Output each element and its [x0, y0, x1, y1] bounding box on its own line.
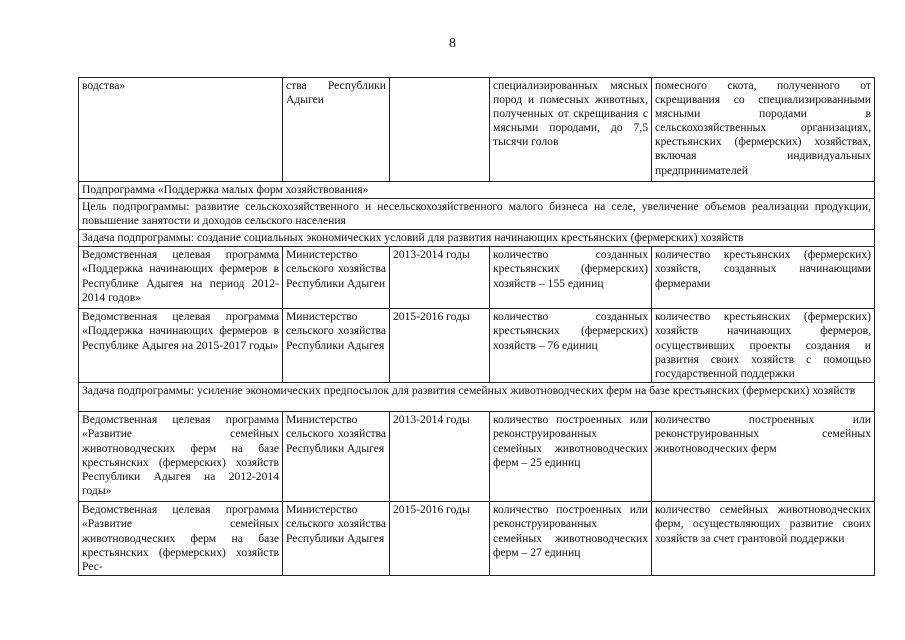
program-table — [78, 77, 875, 576]
section-heading-cell: Задача подпрограммы: усиление экономических предпосылок для развития семейных животноводческих ферм на базе крестьянских (фермерских) хозяйств — [79, 383, 875, 412]
section-row — [79, 383, 875, 412]
executor-cell: ства Республики Адыгеи — [283, 78, 390, 182]
indicator-cell: количество крестьянских (фермерских) хозяйств начинающих фермеров, осуществивших проекты создания и развития своих хозяйств с помощью государственной поддержки — [652, 309, 875, 383]
expected-result-cell: количество созданных крестьянских (фермерских) хозяйств – 76 единиц — [490, 309, 652, 383]
indicator-cell: количество построенных или реконструированных семейных животноводческих ферм — [652, 412, 875, 502]
period-cell: 2013-2014 годы — [390, 412, 490, 502]
period-cell: 2015-2016 годы — [390, 309, 490, 383]
indicator-cell: помесного скота, полученного от скрещивания со специализированными мясными породами в сельскохозяйственных организациях, крестьянских (фермерских) хозяйствах, включая индивидуальных предпринимателей — [652, 78, 875, 182]
program-name-cell: Ведомственная целевая программа «Развитие семейных животноводческих ферм на базе крестьянских (фермерских) хозяйств Республики Адыгея на 2012-2014 годы» — [79, 412, 283, 502]
section-row — [79, 182, 875, 199]
expected-result-cell: специализированных мясных пород и помесных животных, полученных от скрещивания с мясными породами, до 7,5 тысячи голов — [490, 78, 652, 182]
table-row — [79, 247, 875, 309]
program-name-cell: водства» — [79, 78, 283, 182]
executor-cell: Министерство сельского хозяйства Республики Адыгея — [283, 412, 390, 502]
indicator-cell: количество семейных животноводческих ферм, осуществляющих развитие своих хозяйств за счет грантовой поддержки — [652, 502, 875, 575]
section-row — [79, 199, 875, 230]
program-name-cell: Ведомственная целевая программа «Поддержка начинающих фермеров в Республике Адыгея на 2015-2017 годы» — [79, 309, 283, 383]
table-row — [79, 78, 875, 182]
executor-cell: Министерство сельского хозяйства Республики Адыгеи — [283, 247, 390, 309]
expected-result-cell: количество построенных или реконструированных семейных животноводческих ферм – 25 единиц — [490, 412, 652, 502]
page-number: 8 — [449, 36, 456, 51]
section-heading-cell: Подпрограмма «Поддержка малых форм хозяйствования» — [79, 182, 875, 199]
table-row — [79, 309, 875, 383]
expected-result-cell: количество построенных или реконструированных семейных животноводческих ферм – 27 единиц — [490, 502, 652, 575]
section-heading-cell: Задача подпрограммы: создание социальных экономических условий для развития начинающих крестьянских (фермерских) хозяйств — [79, 230, 875, 247]
period-cell: 2015-2016 годы — [390, 502, 490, 575]
table-row — [79, 412, 875, 502]
executor-cell: Министерство сельского хозяйства Республики Адыгея — [283, 309, 390, 383]
program-name-cell: Ведомственная целевая программа «Развитие семейных животноводческих ферм на базе крестьянских (фермерских) хозяйств Рес- — [79, 502, 283, 575]
table-row — [79, 502, 875, 575]
executor-cell: Министерство сельского хозяйства Республики Адыгея — [283, 502, 390, 575]
period-cell — [390, 78, 490, 182]
section-row — [79, 230, 875, 247]
period-cell: 2013-2014 годы — [390, 247, 490, 309]
indicator-cell: количество крестьянских (фермерских) хозяйств, созданных начинающими фермерами — [652, 247, 875, 309]
expected-result-cell: количество созданных крестьянских (фермерских) хозяйств – 155 единиц — [490, 247, 652, 309]
section-heading-cell: Цель подпрограммы: развитие сельскохозяйственного и несельскохозяйственного малого бизнеса на селе, увеличение объемов реализации продукции, повышение занятости и доходов сельского населения — [79, 199, 875, 230]
program-name-cell: Ведомственная целевая программа «Поддержка начинающих фермеров в Республике Адыгея на период 2012-2014 годов» — [79, 247, 283, 309]
